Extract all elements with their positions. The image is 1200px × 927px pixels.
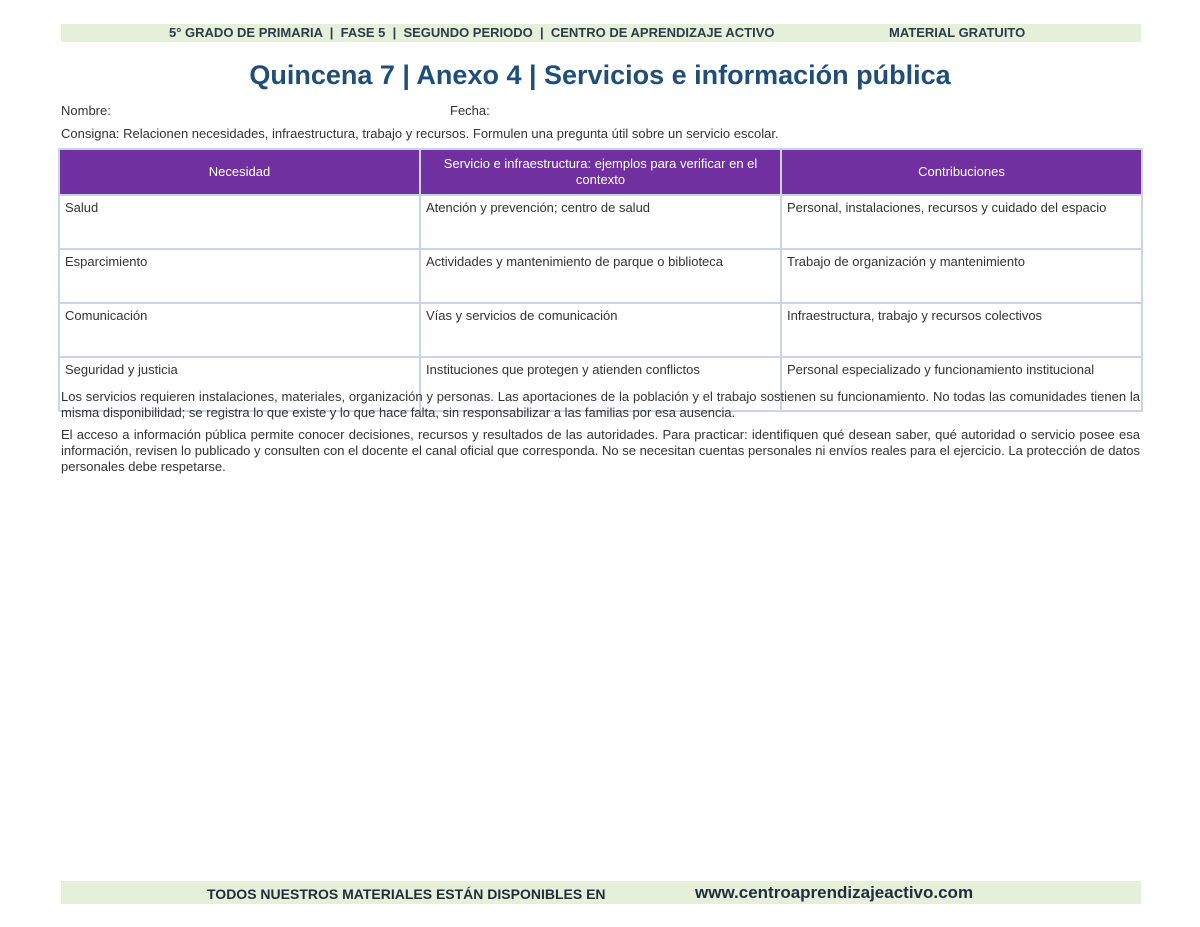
footer-website-link[interactable]: www.centroaprendizajeactivo.com (695, 883, 974, 902)
table-cell-contributions: Personal, instalaciones, recursos y cuidado del espacio (781, 195, 1142, 249)
table-cell-need: Esparcimiento (59, 249, 420, 303)
footer-band (61, 881, 1141, 904)
table-cell-contributions: Infraestructura, trabajo y recursos colectivos (781, 303, 1142, 357)
table-cell-service: Atención y prevención; centro de salud (420, 195, 781, 249)
public-information-paragraph: El acceso a información pública permite conocer decisiones, recursos y resultados de las autoridades. Para practicar: identifiquen qué desean saber, qué autoridad o servicio posee esa información, revisen lo publicado y consulten con el docente el canal oficial que corresponda. No se necesitan cuentas personales ni envíos reales para el ejercicio. La protección de datos personales debe respetarse. (61, 427, 1140, 474)
column-header-service: Servicio e infraestructura: ejemplos para verificar en el contexto (420, 149, 781, 195)
services-paragraph: Los servicios requieren instalaciones, materiales, organización y personas. Las aportaciones de la población y el trabajo sostienen su funcionamiento. No todas las comunidades tienen la misma disponibilidad; se registra lo que existe y lo que hace falta, sin responsabilizar a las familias por esa ausencia. (61, 389, 1140, 420)
date-field-label: Fecha: (450, 103, 490, 118)
table-cell-need: Salud (59, 195, 420, 249)
table-cell-need: Comunicación (59, 303, 420, 357)
table-cell-contributions: Trabajo de organización y mantenimiento (781, 249, 1142, 303)
services-table (58, 148, 1143, 412)
footer-availability-text: TODOS NUESTROS MATERIALES ESTÁN DISPONIBLES EN (207, 886, 606, 902)
header-free-material: MATERIAL GRATUITO (889, 25, 1026, 40)
header-band (61, 24, 1141, 42)
column-header-contributions: Contribuciones (781, 149, 1142, 195)
table-cell-service: Vías y servicios de comunicación (420, 303, 781, 357)
instructions: Consigna: Relacionen necesidades, infraestructura, trabajo y recursos. Formulen una pregunta útil sobre un servicio escolar. (61, 126, 779, 141)
name-field-label: Nombre: (61, 103, 111, 118)
table-cell-service: Instituciones que protegen y atienden conflictos (420, 357, 781, 411)
column-header-need: Necesidad (59, 149, 420, 195)
table-cell-service: Actividades y mantenimiento de parque o biblioteca (420, 249, 781, 303)
page-title: Quincena 7 | Anexo 4 | Servicios e información pública (249, 60, 951, 90)
table-cell-contributions: Personal especializado y funcionamiento institucional (781, 357, 1142, 411)
table-row (59, 249, 1142, 303)
table-header-row (59, 149, 1142, 195)
table-row (59, 303, 1142, 357)
table-row (59, 195, 1142, 249)
table-cell-need: Seguridad y justicia (59, 357, 420, 411)
header-course-info: 5° GRADO DE PRIMARIA | FASE 5 | SEGUNDO PERIODO | CENTRO DE APRENDIZAJE ACTIVO (169, 25, 775, 40)
